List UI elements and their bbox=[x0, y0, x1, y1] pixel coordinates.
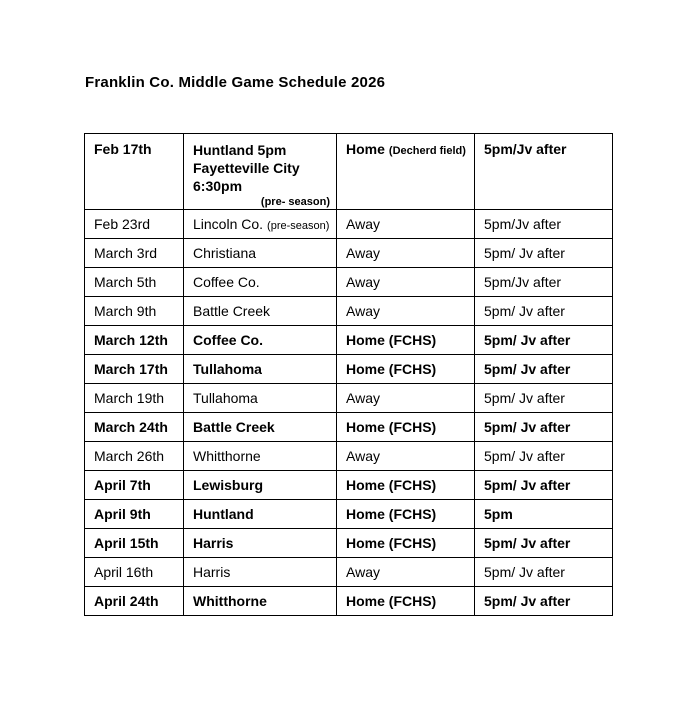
game-time: 5pm/Jv after bbox=[484, 274, 562, 290]
opponent-name: Battle Creek bbox=[193, 303, 271, 319]
game-time: 5pm/ Jv after bbox=[484, 245, 565, 261]
time-cell bbox=[475, 210, 613, 239]
game-time: 5pm/Jv after bbox=[484, 216, 562, 232]
game-schedule-table bbox=[84, 133, 613, 616]
time-cell bbox=[475, 134, 613, 210]
home-away-label: Away bbox=[346, 564, 380, 580]
table-row bbox=[85, 442, 613, 471]
time-cell bbox=[475, 384, 613, 413]
page-title: Franklin Co. Middle Game Schedule 2026 bbox=[85, 74, 386, 91]
opponent-name: Coffee Co. bbox=[193, 332, 263, 348]
opponent-cell bbox=[184, 384, 337, 413]
opponent-cell bbox=[184, 268, 337, 297]
table-row bbox=[85, 587, 613, 616]
date-cell bbox=[85, 210, 184, 239]
opponent-name: Christiana bbox=[193, 245, 257, 261]
opponent-cell bbox=[184, 500, 337, 529]
date-cell bbox=[85, 587, 184, 616]
game-date: April 24th bbox=[94, 593, 159, 609]
game-time: 5pm/ Jv after bbox=[484, 303, 565, 319]
home-away-label: Away bbox=[346, 245, 380, 261]
date-cell bbox=[85, 471, 184, 500]
home-away-label: Home (FCHS) bbox=[346, 506, 437, 522]
opponent-note: (pre-season) bbox=[267, 220, 330, 232]
table-row bbox=[85, 268, 613, 297]
opponent-name: Harris bbox=[193, 535, 234, 551]
table-row bbox=[85, 134, 613, 210]
game-date: March 3rd bbox=[94, 245, 158, 261]
location-cell bbox=[337, 239, 475, 268]
schedule-table-body bbox=[85, 134, 613, 616]
time-cell bbox=[475, 268, 613, 297]
game-date: Feb 23rd bbox=[94, 216, 151, 232]
location-cell bbox=[337, 442, 475, 471]
game-time: 5pm bbox=[484, 506, 513, 522]
opponent-cell bbox=[184, 297, 337, 326]
location-cell bbox=[337, 210, 475, 239]
opponent-line: 6:30pm bbox=[193, 178, 243, 194]
table-row bbox=[85, 558, 613, 587]
game-date: April 9th bbox=[94, 506, 151, 522]
date-cell bbox=[85, 413, 184, 442]
location-cell bbox=[337, 134, 475, 210]
time-cell bbox=[475, 326, 613, 355]
time-cell bbox=[475, 587, 613, 616]
opponent-cell bbox=[184, 355, 337, 384]
opponent-name: Lincoln Co. bbox=[193, 216, 264, 232]
opponent-name: Huntland bbox=[193, 506, 254, 522]
game-time: 5pm/ Jv after bbox=[484, 448, 565, 464]
game-date: March 24th bbox=[94, 419, 168, 435]
opponent-line: Fayetteville City bbox=[193, 160, 300, 176]
time-cell bbox=[475, 471, 613, 500]
location-cell bbox=[337, 587, 475, 616]
time-cell bbox=[475, 413, 613, 442]
time-cell bbox=[475, 355, 613, 384]
game-date: April 15th bbox=[94, 535, 159, 551]
location-cell bbox=[337, 297, 475, 326]
home-away-label: Home (FCHS) bbox=[346, 419, 437, 435]
home-away-label: Away bbox=[346, 216, 380, 232]
table-row bbox=[85, 297, 613, 326]
time-cell bbox=[475, 442, 613, 471]
opponent-cell bbox=[184, 239, 337, 268]
table-row bbox=[85, 413, 613, 442]
home-away-label: Home bbox=[346, 141, 385, 157]
table-row bbox=[85, 210, 613, 239]
game-time: 5pm/ Jv after bbox=[484, 332, 571, 348]
opponent-name: Coffee Co. bbox=[193, 274, 260, 290]
date-cell bbox=[85, 268, 184, 297]
location-cell bbox=[337, 471, 475, 500]
table-row bbox=[85, 500, 613, 529]
location-note: (Decherd field) bbox=[388, 145, 466, 157]
opponent-name: Whitthorne bbox=[193, 448, 261, 464]
opponent-cell bbox=[184, 558, 337, 587]
opponent-cell bbox=[184, 442, 337, 471]
table-row bbox=[85, 239, 613, 268]
date-cell bbox=[85, 355, 184, 384]
time-cell bbox=[475, 297, 613, 326]
game-date: March 5th bbox=[94, 274, 157, 290]
opponent-cell bbox=[184, 413, 337, 442]
game-time: 5pm/ Jv after bbox=[484, 390, 565, 406]
time-cell bbox=[475, 239, 613, 268]
date-cell bbox=[85, 326, 184, 355]
home-away-label: Home (FCHS) bbox=[346, 535, 437, 551]
opponent-cell bbox=[184, 326, 337, 355]
opponent-note: (pre- season) bbox=[260, 196, 330, 208]
game-date: March 17th bbox=[94, 361, 168, 377]
location-cell bbox=[337, 326, 475, 355]
game-time: 5pm/ Jv after bbox=[484, 361, 571, 377]
opponent-cell bbox=[184, 587, 337, 616]
opponent-line: Huntland 5pm bbox=[193, 142, 287, 158]
game-time: 5pm/ Jv after bbox=[484, 477, 571, 493]
game-date: Feb 17th bbox=[94, 141, 152, 157]
location-cell bbox=[337, 529, 475, 558]
location-cell bbox=[337, 384, 475, 413]
date-cell bbox=[85, 297, 184, 326]
location-cell bbox=[337, 413, 475, 442]
opponent-name: Lewisburg bbox=[193, 477, 264, 493]
table-row bbox=[85, 471, 613, 500]
game-time: 5pm/ Jv after bbox=[484, 593, 571, 609]
home-away-label: Away bbox=[346, 303, 380, 319]
game-date: April 7th bbox=[94, 477, 151, 493]
location-cell bbox=[337, 558, 475, 587]
table-row bbox=[85, 529, 613, 558]
game-date: March 9th bbox=[94, 303, 157, 319]
opponent-name: Battle Creek bbox=[193, 419, 275, 435]
opponent-name: Tullahoma bbox=[193, 361, 262, 377]
game-date: March 12th bbox=[94, 332, 168, 348]
table-row bbox=[85, 326, 613, 355]
home-away-label: Home (FCHS) bbox=[346, 332, 437, 348]
opponent-cell bbox=[184, 210, 337, 239]
time-cell bbox=[475, 558, 613, 587]
game-time: 5pm/Jv after bbox=[484, 141, 567, 157]
date-cell bbox=[85, 442, 184, 471]
home-away-label: Away bbox=[346, 448, 380, 464]
time-cell bbox=[475, 500, 613, 529]
game-time: 5pm/ Jv after bbox=[484, 564, 565, 580]
date-cell bbox=[85, 134, 184, 210]
home-away-label: Away bbox=[346, 274, 380, 290]
opponent-name: Harris bbox=[193, 564, 231, 580]
game-date: March 26th bbox=[94, 448, 165, 464]
opponent-cell bbox=[184, 529, 337, 558]
date-cell bbox=[85, 239, 184, 268]
game-date: March 19th bbox=[94, 390, 165, 406]
game-time: 5pm/ Jv after bbox=[484, 535, 571, 551]
date-cell bbox=[85, 558, 184, 587]
location-cell bbox=[337, 268, 475, 297]
time-cell bbox=[475, 529, 613, 558]
date-cell bbox=[85, 500, 184, 529]
home-away-label: Home (FCHS) bbox=[346, 593, 437, 609]
opponent-name: Whitthorne bbox=[193, 593, 267, 609]
home-away-label: Home (FCHS) bbox=[346, 477, 437, 493]
opponent-cell bbox=[184, 134, 337, 210]
opponent-name: Tullahoma bbox=[193, 390, 258, 406]
home-away-label: Home (FCHS) bbox=[346, 361, 437, 377]
game-date: April 16th bbox=[94, 564, 154, 580]
table-row bbox=[85, 355, 613, 384]
date-cell bbox=[85, 384, 184, 413]
location-cell bbox=[337, 500, 475, 529]
location-cell bbox=[337, 355, 475, 384]
game-time: 5pm/ Jv after bbox=[484, 419, 571, 435]
home-away-label: Away bbox=[346, 390, 380, 406]
date-cell bbox=[85, 529, 184, 558]
table-row bbox=[85, 384, 613, 413]
opponent-cell bbox=[184, 471, 337, 500]
